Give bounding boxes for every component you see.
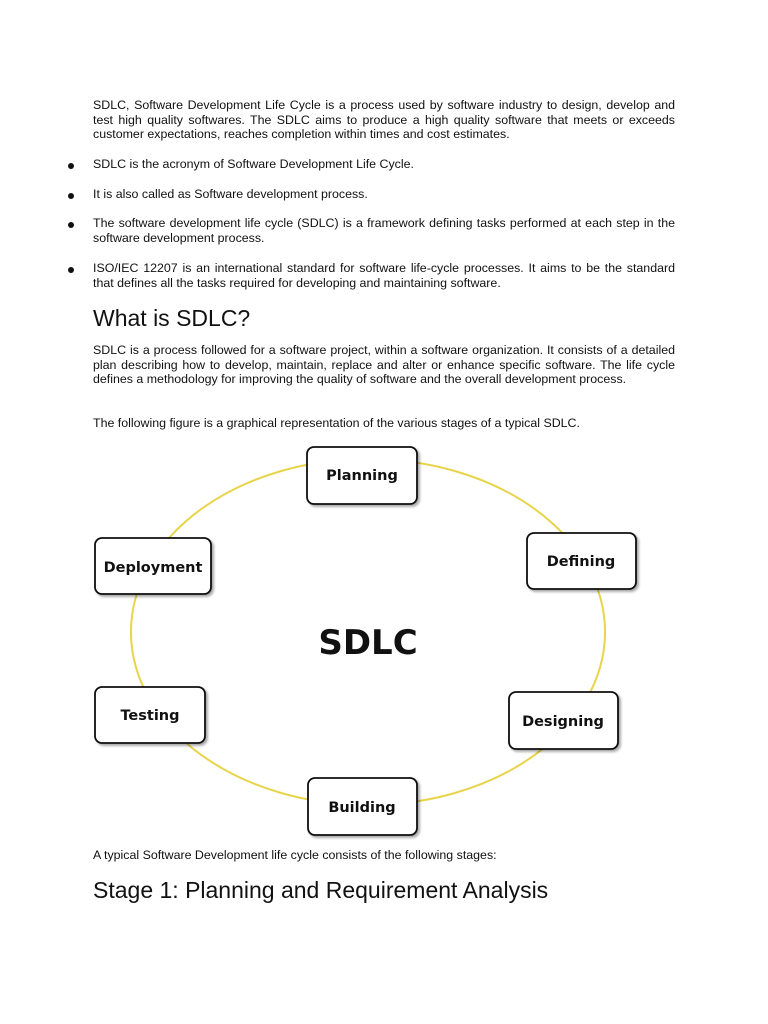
- bullet-item: It is also called as Software development process.: [93, 187, 368, 201]
- stage-building: [308, 778, 417, 835]
- intro-paragraph: SDLC, Software Development Life Cycle is a process used by software industry to design, develop and test high quality softwares. The SDLC aims to produce a high quality software that meets or exceeds customer expectations, reaches completion within times and cost estimates.: [93, 98, 675, 142]
- stage1-heading: Stage 1: Planning and Requirement Analysis: [93, 877, 549, 903]
- bullet-item: SDLC is the acronym of Software Development Life Cycle.: [93, 157, 414, 171]
- bullet-marker: [68, 193, 74, 199]
- stage-designing: [509, 692, 618, 749]
- stage-deployment: [95, 538, 211, 594]
- bullet-item: The software development life cycle (SDLC) is a framework defining tasks performed at each step in the software development process.: [93, 216, 675, 245]
- diagram-center-label: SDLC: [318, 623, 418, 663]
- bullet-marker: [68, 222, 74, 228]
- stage-label: Defining: [546, 554, 616, 570]
- stage-label: Deployment: [103, 560, 203, 576]
- stage-label: Building: [328, 800, 396, 816]
- stage-defining: [527, 533, 636, 589]
- stage-testing: [95, 687, 205, 743]
- stage-label: Planning: [326, 468, 398, 484]
- bullet-item: ISO/IEC 12207 is an international standard for software life-cycle processes. It aims to be the standard that defines all the tasks required for developing and maintaining software.: [93, 261, 675, 290]
- stage-planning: [307, 447, 417, 504]
- stage-label: Testing: [120, 708, 180, 724]
- sdlc-cycle-diagram: [0, 440, 768, 840]
- figure-intro: The following figure is a graphical representation of the various stages of a typical SDLC.: [93, 416, 580, 430]
- stage-label: Designing: [522, 714, 604, 730]
- section-paragraph: SDLC is a process followed for a software project, within a software organization. It consists of a detailed plan describing how to develop, maintain, replace and alter or enhance specific software. The life cycle defines a methodology for improving the quality of software and the overall development process.: [93, 343, 675, 387]
- section-heading: What is SDLC?: [93, 305, 251, 331]
- after-figure-text: A typical Software Development life cycle consists of the following stages:: [93, 848, 497, 862]
- bullet-marker: [68, 267, 74, 273]
- bullet-marker: [68, 163, 74, 169]
